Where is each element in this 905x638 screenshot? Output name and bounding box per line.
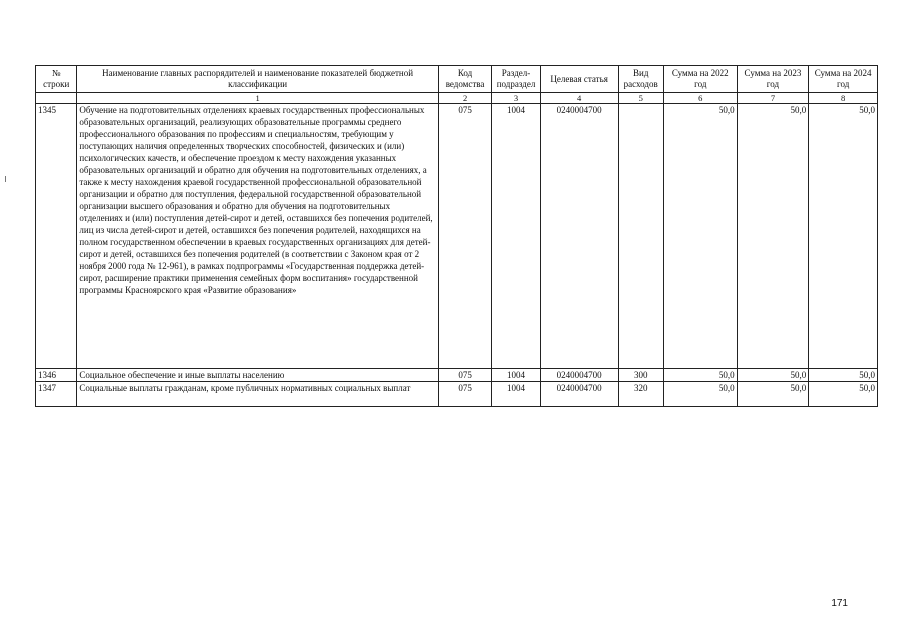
- row-dept-code: 075: [438, 382, 492, 407]
- header-dept-code: Код ведомства: [438, 66, 492, 93]
- row-expense-type: 300: [618, 369, 663, 382]
- row-number: 1346: [36, 369, 77, 382]
- row-dept-code: 075: [438, 369, 492, 382]
- header-name: Наименование главных распорядителей и наименование показателей бюджетной классификации: [77, 66, 438, 93]
- row-sum-2023: 50,0: [737, 104, 809, 369]
- row-name: Социальное обеспечение и иные выплаты населению: [77, 369, 438, 382]
- table-row: [36, 382, 878, 407]
- row-sum-2024: 50,0: [809, 104, 878, 369]
- budget-table: [35, 65, 878, 407]
- column-number: 5: [618, 93, 663, 104]
- header-sum-2024: Сумма на 2024 год: [809, 66, 878, 93]
- header-row-number: № строки: [36, 66, 77, 93]
- page-number: 171: [831, 598, 848, 609]
- row-target-article: 0240004700: [540, 382, 618, 407]
- table-header-row: [36, 66, 878, 93]
- row-section: 1004: [492, 382, 540, 407]
- column-number: 3: [492, 93, 540, 104]
- row-number: 1347: [36, 382, 77, 407]
- header-sum-2023: Сумма на 2023 год: [737, 66, 809, 93]
- header-sum-2022: Сумма на 2022 год: [663, 66, 737, 93]
- column-number: 7: [737, 93, 809, 104]
- column-number: 6: [663, 93, 737, 104]
- row-expense-type: [618, 104, 663, 369]
- row-sum-2024: 50,0: [809, 369, 878, 382]
- row-name: Социальные выплаты гражданам, кроме публичных нормативных социальных выплат: [77, 382, 438, 407]
- row-sum-2023: 50,0: [737, 382, 809, 407]
- row-dept-code: 075: [438, 104, 492, 369]
- column-number: 1: [77, 93, 438, 104]
- row-expense-type: 320: [618, 382, 663, 407]
- row-sum-2024: 50,0: [809, 382, 878, 407]
- table-row: [36, 369, 878, 382]
- header-section: Раздел-подраздел: [492, 66, 540, 93]
- row-section: 1004: [492, 104, 540, 369]
- row-sum-2022: 50,0: [663, 382, 737, 407]
- scan-margin-mark: [5, 176, 6, 182]
- row-target-article: 0240004700: [540, 369, 618, 382]
- header-target-article: Целевая статья: [540, 66, 618, 93]
- header-expense-type: Вид расходов: [618, 66, 663, 93]
- column-number: 4: [540, 93, 618, 104]
- column-number: 2: [438, 93, 492, 104]
- column-number-row: [36, 93, 878, 104]
- column-number: [36, 93, 77, 104]
- row-sum-2022: 50,0: [663, 104, 737, 369]
- row-name: Обучение на подготовительных отделениях краевых государственных профессиональных образовательных организаций, реализующих образовательные программы среднего профессионального образования по профессиям и специальностям, требующим у поступающих наличия определенных творческих способностей, физических и (или) психологических качеств, и обеспечение проездом к месту нахождения указанных образовательных организаций и обратно для обучения на подготовительных отделениях, а также к месту нахождения краевой государственной профессиональной образовательной организации и обратно для поступления, федеральной государственной образовательной организации высшего образования и обратно для обучения на подготовительных отделениях и (или) поступления детей-сирот и детей, оставшихся без попечения родителей, лиц из числа детей-сирот и детей, оставшихся без попечения родителей, находящихся на полном государственном обеспечении в краевых государственных организациях для детей-сирот и детей, оставшихся без попечения родителей (в соответствии с Законом края от 2 ноября 2000 года № 12-961), в рамках подпрограммы «Государственная поддержка детей-сирот, расширение практики применения семейных форм воспитания» государственной программы Красноярского края «Развитие образования»: [77, 104, 438, 369]
- row-target-article: 0240004700: [540, 104, 618, 369]
- column-number: 8: [809, 93, 878, 104]
- row-section: 1004: [492, 369, 540, 382]
- row-sum-2022: 50,0: [663, 369, 737, 382]
- table-row: [36, 104, 878, 369]
- row-sum-2023: 50,0: [737, 369, 809, 382]
- row-number: 1345: [36, 104, 77, 369]
